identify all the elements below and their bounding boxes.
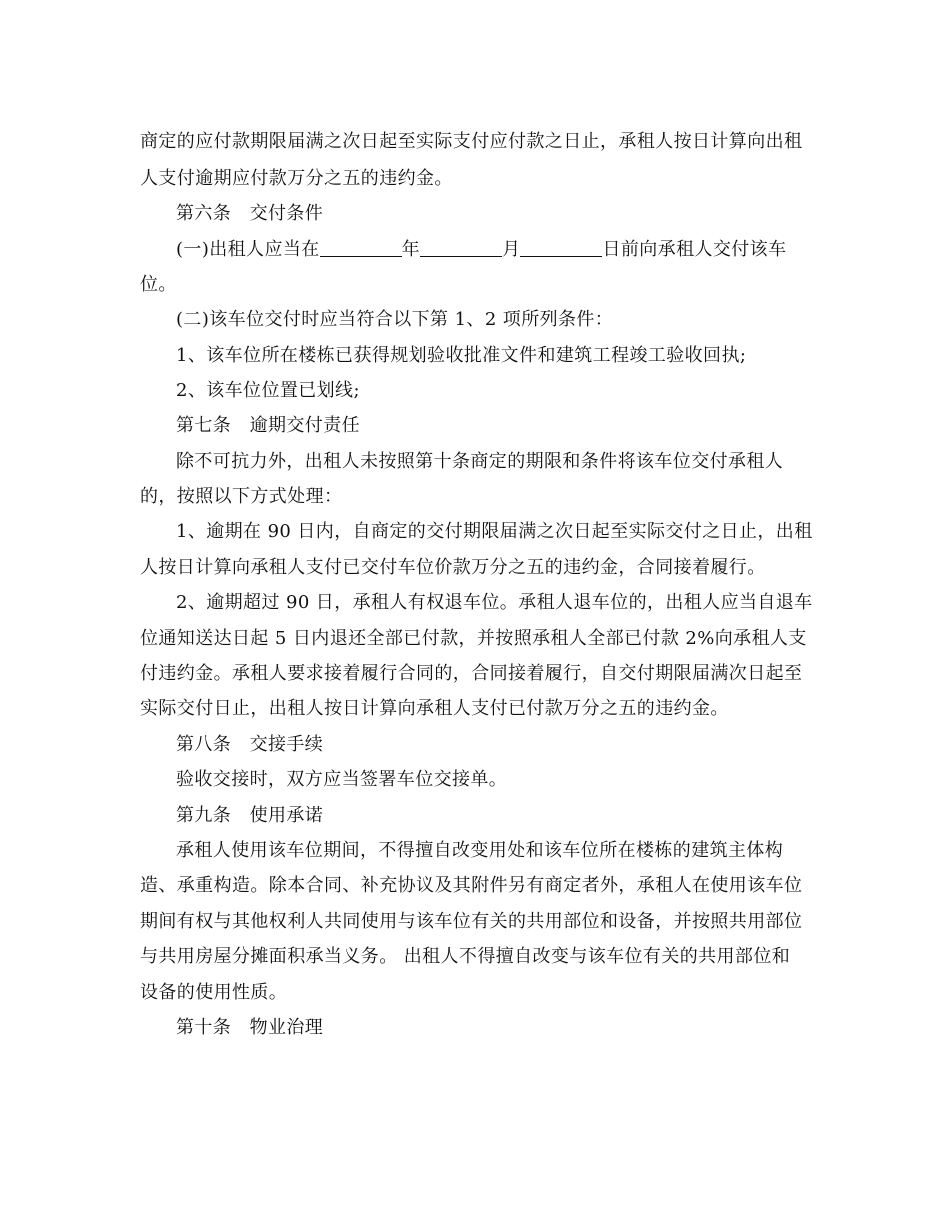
paragraph-line: 的，按照以下方式处理： (140, 486, 343, 507)
paragraph-line: 位通知送达日起 5 日内退还全部已付款，并按照承租人全部已付款 2%向承租人支 (140, 628, 807, 649)
clause-text: (一)出租人应当在 (176, 239, 320, 260)
year-label: 年 (401, 239, 421, 260)
paragraph-line: 2、该车位位置已划线; (176, 380, 360, 401)
paragraph-line: 位。 (140, 274, 177, 295)
paragraph-line: 商定的应付款期限届满之次日起至实际支付应付款之日止，承租人按日计算向出租 (140, 131, 803, 152)
paragraph-line: 人按日计算向承租人支付已交付车位价款万分之五的违约金，合同接着履行。 (140, 557, 766, 578)
paragraph-line: 1、逾期在 90 日内，自商定的交付期限届满之次日起至实际交付之日止，出租 (176, 521, 813, 542)
paragraph-line: 人支付逾期应付款万分之五的违约金。 (140, 168, 453, 189)
section-heading-8: 第八条 交接手续 (176, 734, 324, 755)
paragraph-line: 与共用房屋分摊面积承当义务。 出租人不得擅自改变与该车位有关的共用部位和 (140, 946, 791, 967)
paragraph-line: 验收交接时，双方应当签署车位交接单。 (176, 769, 508, 790)
paragraph-line-with-blanks (176, 238, 786, 262)
paragraph-line: 2、逾期超过 90 日，承租人有权退车位。承租人退车位的，出租人应当自退车 (176, 592, 813, 613)
clause-text-end: 日前向承租人交付该车 (602, 239, 787, 260)
year-blank (320, 238, 402, 257)
paragraph-line: 造、承重构造。除本合同、补充协议及其附件另有商定者外，承租人在使用该车位 (140, 875, 803, 896)
month-label: 月 (502, 239, 521, 260)
paragraph-line: 除不可抗力外，出租人未按照第十条商定的期限和条件将该车位交付承租人 (176, 451, 784, 472)
paragraph-line: (二)该车位交付时应当符合以下第 1、2 项所列条件： (176, 309, 614, 330)
section-heading-6: 第六条 交付条件 (176, 203, 324, 224)
section-heading-10: 第十条 物业治理 (176, 1017, 324, 1038)
section-heading-9: 第九条 使用承诺 (176, 805, 324, 826)
month-blank (420, 238, 502, 257)
paragraph-line: 付违约金。承租人要求接着履行合同的，合同接着履行，自交付期限届满次日起至 (140, 663, 803, 684)
day-blank (520, 238, 602, 257)
paragraph-line: 实际交付日止，出租人按日计算向承租人支付已付款万分之五的违约金。 (140, 698, 729, 719)
paragraph-line: 期间有权与其他权利人共同使用与该车位有关的共用部位和设备，并按照共用部位 (140, 911, 803, 932)
paragraph-line: 1、该车位所在楼栋已获得规划验收批准文件和建筑工程竣工验收回执; (176, 345, 747, 366)
paragraph-line: 承租人使用该车位期间，不得擅自改变用处和该车位所在楼栋的建筑主体构 (176, 840, 784, 861)
section-heading-7: 第七条 逾期交付责任 (176, 415, 360, 436)
paragraph-line: 设备的使用性质。 (140, 982, 288, 1003)
